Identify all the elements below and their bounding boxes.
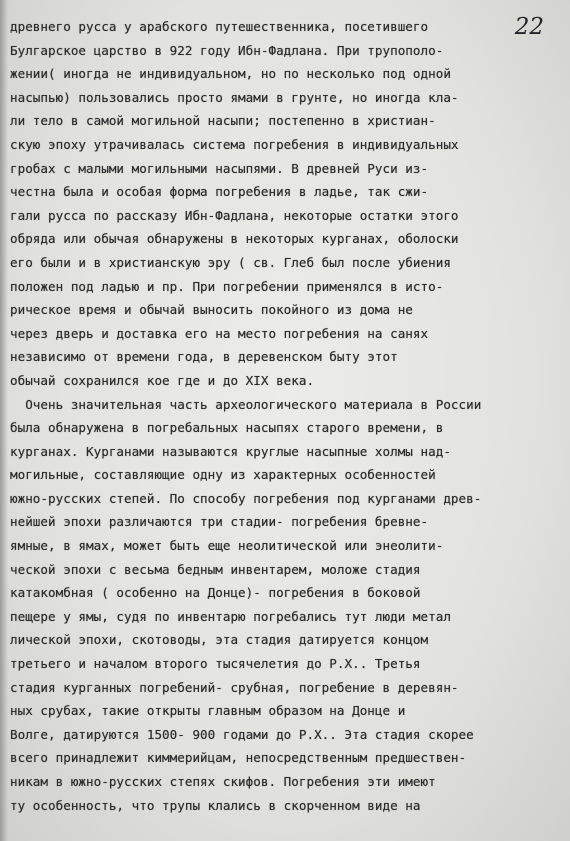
text-line: жении( иногда не индивидуальном, но по несколько под одной <box>10 66 451 82</box>
text-line: Волге, датируются 1500- 900 годами до Р.Х.. Эта стадия скорее <box>10 726 474 742</box>
text-line: Очень значительная часть археологического материала в России <box>10 396 482 412</box>
page-number: 22 <box>514 14 544 40</box>
text-line: ямные, в ямах, может быть еще неолитической или энеолити- <box>10 538 444 554</box>
text-line: обряда или обычая обнаружены в некоторых курганах, оболоски <box>10 231 459 247</box>
text-line: нейшей эпохи различаются три стадии- погребения бревне- <box>10 514 429 530</box>
text-line: насыпью) пользовались просто ямами в грунте, но иногда кла- <box>10 89 459 105</box>
text-line: могильные, составляющие одну из характерных особенностей <box>10 467 436 483</box>
text-line: честна была и особая форма погребения в ладье, так сжи- <box>10 184 429 200</box>
page-edge-shadow <box>0 0 8 841</box>
text-line: древнего русса у арабского путешественника, посетившего <box>10 19 429 34</box>
body-text <box>10 15 562 817</box>
text-line: никам в южно-русских степях скифов. Погребения эти имеют <box>10 774 436 789</box>
text-line: гробах с малыми могильными насыпями. В древней Руси из- <box>10 160 429 176</box>
text-line: скую эпоху утрачивалась система погребения в индивидуальных <box>10 136 459 152</box>
text-line: гали русса по рассказу Ибн-Фадлана, некоторые остатки этого <box>10 207 459 223</box>
text-line: ческой эпохи с весьма бедным инвентарем, моложе стадия <box>10 561 421 577</box>
text-line: была обнаружена в погребальных насыпях старого времени, в <box>10 420 444 436</box>
text-line: лической эпохи, скотоводы, эта стадия датируется концом <box>10 632 429 648</box>
text-line: его были и в христианскую эру ( св. Глеб был после убиения <box>10 254 451 270</box>
text-line: пещере у ямы, судя по инвентарю погребались тут люди метал <box>10 608 451 624</box>
text-line: Булгарское царство в 922 году Ибн-Фадлана. При трупополо- <box>10 42 444 58</box>
text-line: стадия курганных погребений- срубная, погребение в деревян- <box>10 679 459 695</box>
text-line: ли тело в самой могильной насыпи; постепенно в христиан- <box>10 113 436 129</box>
text-line: положен под ладью и пр. При погребении применялся в исто- <box>10 278 444 294</box>
text-line: ных срубах, такие открыты главным образом на Донце и <box>10 703 406 719</box>
text-line: курганах. Курганами называются круглые насыпные холмы над- <box>10 443 451 459</box>
text-line: ту особенность, что трупы клались в скорченном виде на <box>10 797 421 813</box>
text-line: независимо от времени года, в деревенском быту этот <box>10 349 398 365</box>
text-line: южно-русских степей. По способу погребения под курганами древ- <box>10 490 482 506</box>
text-line: через дверь и доставка его на место погребения на санях <box>10 325 429 341</box>
text-line: обычай сохранился кое где и до XIX века. <box>10 372 315 388</box>
text-line: всего принадлежит киммерийцам, непосредственным предшествен- <box>10 750 467 766</box>
text-line: рическое время и обычай выносить покойного из дома не <box>10 302 413 318</box>
text-line: третьего и началом второго тысячелетия до Р.Х.. Третья <box>10 656 421 672</box>
text-line: катакомбная ( особенно на Донце)- погребения в боковой <box>10 585 421 601</box>
